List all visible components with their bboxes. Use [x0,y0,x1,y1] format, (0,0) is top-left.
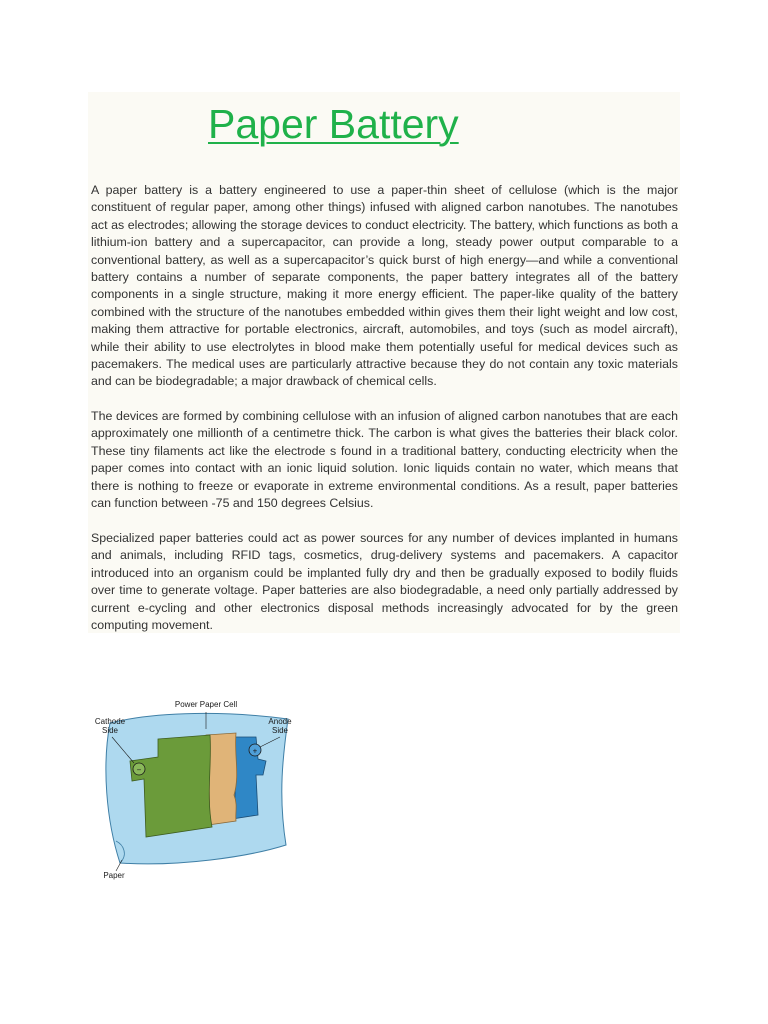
power-paper-cell-diagram [88,695,310,890]
label-anode: Anode [268,717,292,726]
label-paper: Paper [103,871,125,880]
paragraph-intro: A paper battery is a battery engineered to use a paper-thin sheet of cellulose (which is the major constituent of regular paper, among other things) infused with aligned carbon nanotubes. The nanotubes act as electrodes; allowing the storage devices to conduct electricity. The battery, which functions as both a lithium-ion battery and a supercapacitor, can provide a long, steady power output comparable to a conventional battery, as well as a supercapacitor’s quick burst of high energy—and while a conventional battery contains a number of separate components, the paper battery integrates all of the battery components in a single structure, making it more energy efficient. The paper-like quality of the battery combined with the structure of the nanotubes embedded within gives them their light weight and low cost, making them attractive for portable electronics, aircraft, automobiles, and toys (such as model aircraft), while their ability to use electrolytes in blood make them potentially useful for medical devices such as pacemakers. The medical uses are particularly attractive because they do not contain any toxic materials and can be biodegradable; a major drawback of chemical cells. [91,183,678,389]
leader-line-paper [116,860,122,871]
page-title: Paper Battery [208,101,459,147]
label-power-paper-cell: Power Paper Cell [174,700,238,709]
label-anode-side: Side [271,726,289,735]
diagram-svg [88,695,310,890]
label-cathode: Cathode [94,717,126,726]
plus-sign: + [252,746,258,756]
minus-sign: − [136,765,142,775]
paragraph-construction: The devices are formed by combining cellulose with an infusion of aligned carbon nanotubes that are each approximately one millionth of a centimetre thick. The carbon is what gives the batteries their black color. These tiny filaments act like the electrode s found in a traditional battery, conducting electricity when the paper comes into contact with an ionic liquid solution. Ionic liquids contain no water, which means that there is nothing to freeze or evaporate in extreme environmental conditions. As a result, paper batteries can function between -75 and 150 degrees Celsius. [91,409,678,511]
label-cathode-side: Side [101,726,119,735]
paragraph-applications: Specialized paper batteries could act as power sources for any number of devices implanted in humans and animals, including RFID tags, cosmetics, drug-delivery systems and pacemakers. A capacitor introduced into an organism could be implanted fully dry and then be gradually exposed to bodily fluids over time to generate voltage. Paper batteries are also biodegradable, a need only partially addressed by current e-cycling and other electronics disposal methods increasingly advocated for by the green computing movement. [91,531,678,633]
